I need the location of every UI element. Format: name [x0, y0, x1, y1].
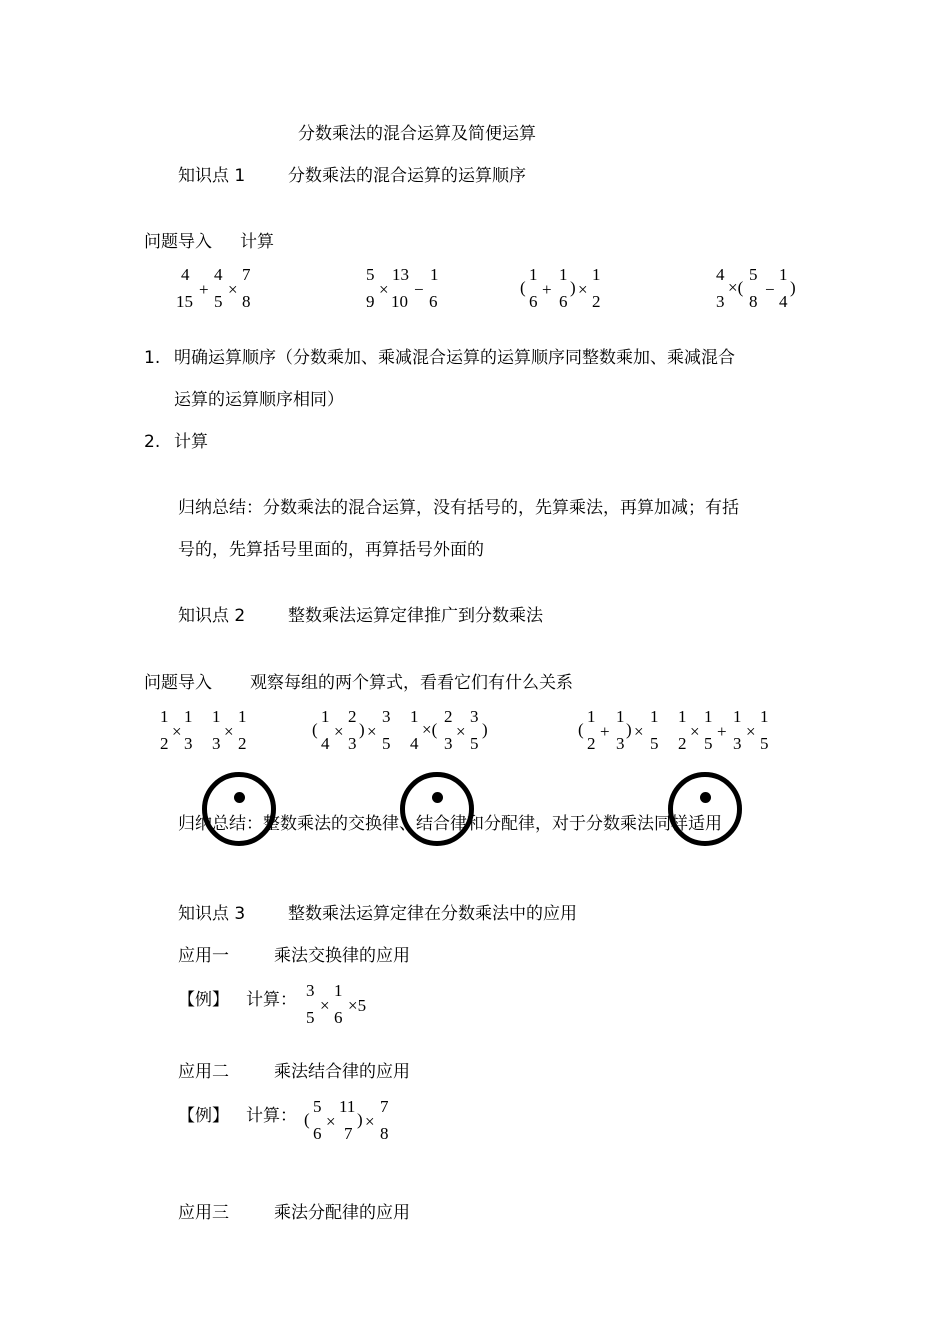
k2-heading: 整数乘法运算定律推广到分数乘法 [288, 606, 543, 626]
example-1-expression: 3 5 × 1 6 ×5 [306, 981, 367, 1027]
example-1-tag: 【例】 [178, 990, 229, 1010]
page-title: 分数乘法的混合运算及简便运算 [298, 124, 536, 144]
k1-intro-text: 计算 [240, 232, 274, 252]
group-3-expression-b: 1 2 × 1 5 + 1 3 × 1 5 [678, 707, 769, 753]
step-1-line-2: 运算的运算顺序相同） [174, 390, 344, 410]
step-1-line-1: 明确运算顺序（分数乘加、乘减混合运算的运算顺序同整数乘加、乘减混合 [174, 348, 735, 368]
k2-summary: 归纳总结：整数乘法的交换律、结合律和分配律，对于分数乘法同样适用 [178, 814, 722, 834]
group-1-expression-a: 1 2 × 1 3 [160, 707, 193, 753]
k2-intro-text: 观察每组的两个算式，看看它们有什么关系 [250, 673, 573, 693]
k3-heading: 整数乘法运算定律在分数乘法中的应用 [288, 904, 577, 924]
group-1-expression-b: 1 3 × 1 2 [212, 707, 247, 753]
circle-mark-icon [202, 772, 276, 846]
step-1-number: 1. [144, 348, 161, 368]
step-2-number: 2. [144, 432, 161, 452]
example-2-expression: ( 5 6 × 11 7 ) × 7 8 [304, 1097, 389, 1143]
circle-mark-icon [400, 772, 474, 846]
k1-summary-line-1: 归纳总结：分数乘法的混合运算，没有括号的，先算乘法，再算加减；有括 [178, 498, 739, 518]
group-2-expression-a: ( 1 4 × 2 3 ) × 3 5 [312, 707, 391, 753]
example-2-calc-label: 计算： [246, 1106, 297, 1126]
group-2-expression-b: 1 4 ×( 2 3 × 3 5 ) [410, 707, 488, 753]
app-3-text: 乘法分配律的应用 [274, 1203, 410, 1223]
k1-intro-label: 问题导入 [144, 232, 212, 252]
expression-3: ( 1 6 + 1 6 ) × 1 2 [520, 265, 601, 311]
dot-icon [432, 792, 443, 803]
dot-icon [700, 792, 711, 803]
app-1-text: 乘法交换律的应用 [274, 946, 410, 966]
k1-heading: 分数乘法的混合运算的运算顺序 [288, 166, 526, 186]
example-2-tag: 【例】 [178, 1106, 229, 1126]
k1-summary-line-2: 号的，先算括号里面的，再算括号外面的 [178, 540, 484, 560]
expression-1: 4 15 + 4 5 × 7 8 [176, 265, 251, 311]
app-2-label: 应用二 [178, 1062, 229, 1082]
k3-label: 知识点 3 [178, 904, 246, 924]
expression-2: 5 9 × 13 10 − 1 6 [366, 265, 439, 311]
app-2-text: 乘法结合律的应用 [274, 1062, 410, 1082]
circle-mark-icon [668, 772, 742, 846]
step-2-text: 计算 [174, 432, 208, 452]
app-3-label: 应用三 [178, 1203, 229, 1223]
k2-label: 知识点 2 [178, 606, 246, 626]
k1-label: 知识点 1 [178, 166, 246, 186]
group-3-expression-a: ( 1 2 + 1 3 ) × 1 5 [578, 707, 659, 753]
example-1-calc-label: 计算： [246, 990, 297, 1010]
app-1-label: 应用一 [178, 946, 229, 966]
dot-icon [234, 792, 245, 803]
k2-intro-label: 问题导入 [144, 673, 212, 693]
expression-4: 4 3 ×( 5 8 − 1 4 ) [716, 265, 796, 311]
